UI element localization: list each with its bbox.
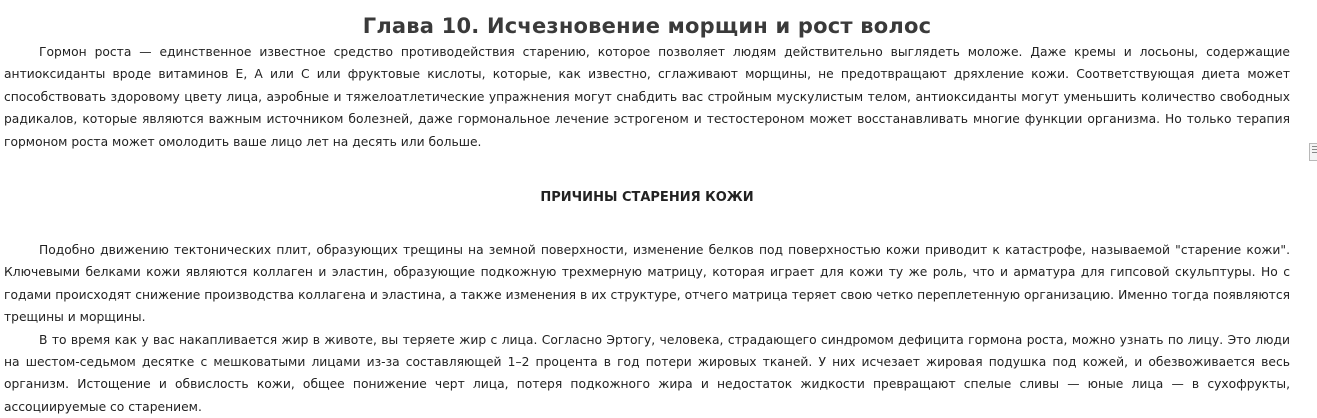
scrollbar-handle[interactable] bbox=[1309, 143, 1317, 161]
grip-line-icon bbox=[1312, 149, 1317, 150]
intro-paragraph: Гормон роста — единственное известное средство противодействия старению, которое позволяет людям действительно выглядеть моложе. Даже кремы и лосьоны, содержащие антиоксиданты вроде витаминов Е, А или С или фруктовые кислоты, которые, как известно, сглаживают морщины, не предотвращают дряхление кожи. Соответствующая диета может способствовать здоровому цвету лица, аэробные и тяжелоатлетические упражнения могут снабдить вас стройным мускулистым телом, антиоксиданты могут уменьшить количество свободных радикалов, которые являются важным источником болезней, даже гормональное лечение эстрогеном и тестостероном может восстанавливать многие функции организма. Но только терапия гормоном роста может омолодить ваше лицо лет на десять или больше. bbox=[4, 45, 1290, 149]
tectonic-paragraph: Подобно движению тектонических плит, образующих трещины на земной поверхности, изменение белков под поверхностью кожи приводит к катастрофе, называемой "старение кожи". Ключевыми белками кожи являются коллаген и эластин, образующие подкожную трехмерную матрицу, которая играет для кожи ту же роль, что и арматура для гипсовой скульптуры. Но с годами происходят снижение производства коллагена и эластина, а также изменения в их структуре, отчего матрица теряет свою четко переплетенную организацию. Именно тогда появляются трещины и морщины. bbox=[4, 243, 1290, 325]
grip-line-icon bbox=[1312, 152, 1317, 153]
chapter-title: Глава 10. Исчезновение морщин и рост волос bbox=[362, 14, 932, 38]
grip-line-icon bbox=[1312, 146, 1317, 147]
section-heading: ПРИЧИНЫ СТАРЕНИЯ КОЖИ bbox=[540, 190, 754, 206]
fat-loss-paragraph: В то время как у вас накапливается жир в животе, вы теряете жир с лица. Согласно Эртогу, человека, страдающего синдромом дефицита гормона роста, можно узнать по лицу. Это люди на шестом-седьмом десятке с мешковатыми лицами из-за составляющей 1–2 процента в год потери жировых тканей. У них исчезает жировая подушка под кожей, и обезвоживается весь организм. Истощение и обвислость кожи, общее понижение черт лица, потеря подкожного жира и недостаток жидкости превращают спелые сливы — юные лица — в сухофрукты, ассоциируемые со старением. bbox=[4, 332, 1290, 414]
document-content bbox=[4, 11, 1290, 418]
